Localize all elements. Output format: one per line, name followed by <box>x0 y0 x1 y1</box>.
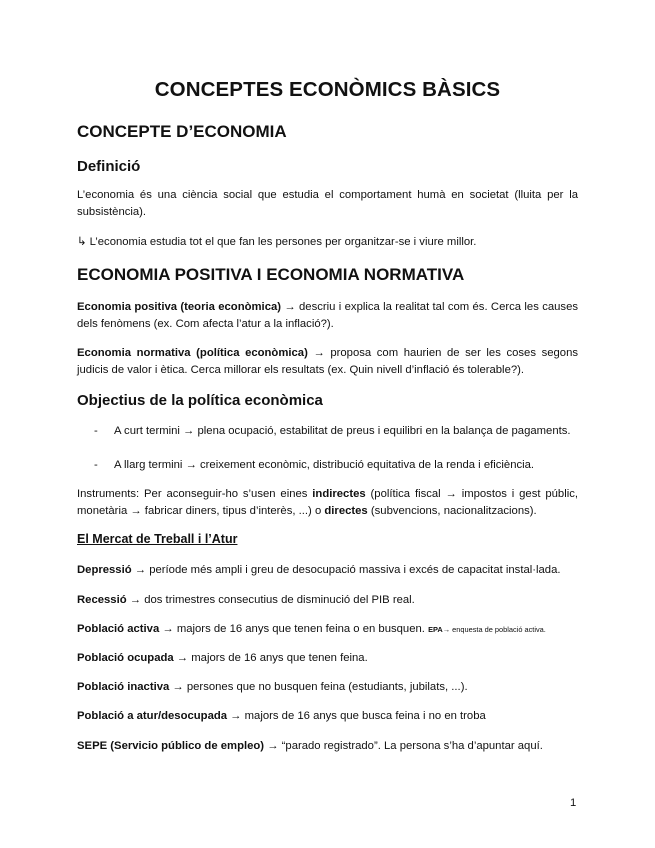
definition-recessio <box>77 592 578 609</box>
text-economia-normativa: → proposa com haurien de ser les coses segons judicis de valor i ètica. Cerca millorar els resultats (ex. Quin nivell d’inflació és tolerable?). <box>77 347 578 376</box>
term: Depressió <box>77 564 132 576</box>
term: Recessió <box>77 594 127 606</box>
note-term-epa: EPA <box>428 625 443 634</box>
heading-mercat-treball: El Mercat de Treball i l’Atur <box>77 532 238 546</box>
term: Població inactiva <box>77 681 170 693</box>
instruments-prefix: Instruments: Per aconseguir-ho s’usen eines <box>77 488 313 500</box>
term: SEPE (Servicio público de empleo) <box>77 740 265 752</box>
term: Població a atur/desocupada <box>77 710 228 722</box>
paragraph-economia-normativa <box>77 345 578 379</box>
paragraph-instruments <box>77 486 578 520</box>
definition-text: → majors de 16 anys que tenen feina. <box>173 652 368 664</box>
term-directes: directes <box>324 505 368 517</box>
bullet-text-curt-termini: A curt termini → plena ocupació, estabilitat de preus i equilibri en la balança de pagaments. <box>114 425 571 437</box>
term-indirectes: indirectes <box>312 488 366 500</box>
definition-text: → període més ampli i greu de desocupació massiva i excés de capacitat instal·lada. <box>131 564 561 576</box>
text-economia-positiva: → descriu i explica la realitat tal com és. Cerca les causes dels fenòmens (ex. Com afecta l’atur a la inflació?). <box>77 301 578 330</box>
definition-text: → majors de 16 anys que tenen feina o en busquen. <box>159 623 429 635</box>
term-economia-normativa: Economia normativa (política econòmica) <box>77 347 308 359</box>
definition-poblacio-atur <box>77 708 578 725</box>
note-text-epa: → enquesta de població activa. <box>442 625 546 634</box>
definition-sepe <box>77 738 578 755</box>
definition-poblacio-ocupada <box>77 650 578 667</box>
instruments-suffix: (subvencions, nacionalitzacions). <box>367 505 537 517</box>
list-item <box>94 457 578 474</box>
definition-text: → dos trimestres consecutius de disminució del PIB real. <box>126 594 415 606</box>
paragraph-summary: ↳ L’economia estudia tot el que fan les persones per organitzar-se i viure millor. <box>77 236 477 248</box>
heading-definicio: Definició <box>77 158 141 175</box>
definition-text: → “parado registrado”. La persona s’ha d’apuntar aquí. <box>264 740 543 752</box>
definition-text: → majors de 16 anys que busca feina i no en troba <box>227 710 486 722</box>
document-title: CONCEPTES ECONÒMICS BÀSICS <box>154 78 501 101</box>
heading-positiva-normativa: ECONOMIA POSITIVA I ECONOMIA NORMATIVA <box>77 265 465 284</box>
heading-concepte-economia: CONCEPTE D’ECONOMIA <box>77 122 287 141</box>
term: Població activa <box>77 623 160 635</box>
heading-objectius: Objectius de la política econòmica <box>77 392 323 409</box>
definition-depressio <box>77 562 578 579</box>
paragraph-definicio: L’economia és una ciència social que estudia el comportament humà en societat (lluita per la subsistència). <box>77 189 578 218</box>
definition-poblacio-inactiva <box>77 679 578 696</box>
instruments-mid: (política fiscal → impostos i gest públic, monetària → fabricar diners, tipus d’interès, ...) o <box>77 488 578 517</box>
definition-text: → persones que no busquen feina (estudiants, jubilats, ...). <box>169 681 468 693</box>
bullet-marker: - <box>94 425 98 437</box>
term: Població ocupada <box>77 652 174 664</box>
term-economia-positiva: Economia positiva (teoria econòmica) <box>77 301 282 313</box>
definition-poblacio-activa <box>77 621 578 638</box>
paragraph-economia-positiva <box>77 299 578 333</box>
bullet-marker: - <box>94 459 98 471</box>
list-item <box>94 423 578 440</box>
bullet-text-llarg-termini: A llarg termini → creixement econòmic, distribució equitativa de la renda i eficiència. <box>114 459 535 471</box>
page-number: 1 <box>570 797 577 809</box>
